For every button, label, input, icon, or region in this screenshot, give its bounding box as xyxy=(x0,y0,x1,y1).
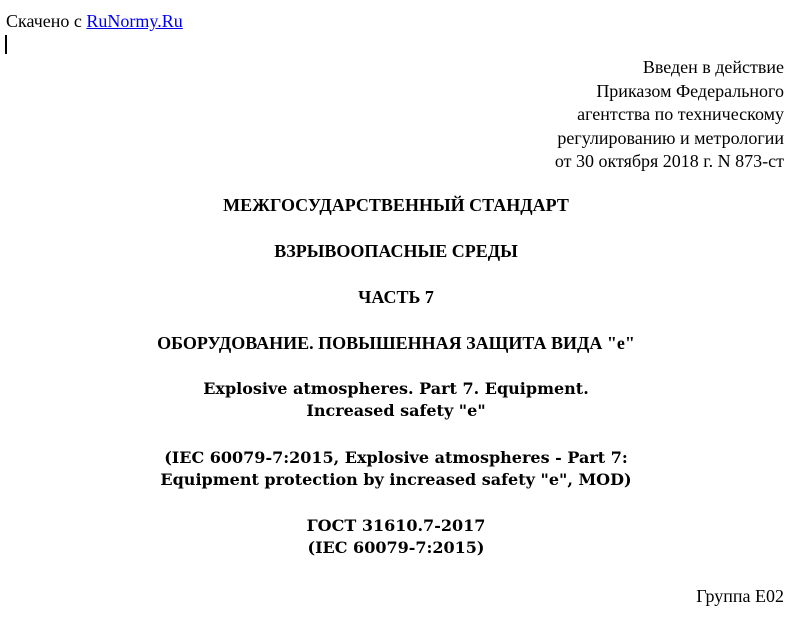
source-link[interactable]: RuNormy.Ru xyxy=(86,11,183,31)
english-title-line: Increased safety "e" xyxy=(306,401,486,420)
enactment-line: от 30 октября 2018 г. N 873-ст xyxy=(554,151,784,171)
gost-designation: ГОСТ 31610.7-2017 xyxy=(306,516,486,535)
designation xyxy=(0,515,792,559)
part-heading: ЧАСТЬ 7 xyxy=(358,287,434,307)
enactment-line: Введен в действие xyxy=(642,57,784,77)
source-line xyxy=(6,10,183,32)
standard-name-heading: ВЗРЫВООПАСНЫЕ СРЕДЫ xyxy=(274,241,518,261)
subtitle-heading: ОБОРУДОВАНИЕ. ПОВЫШЕННАЯ ЗАЩИТА ВИДА "е" xyxy=(157,333,635,353)
iec-reference xyxy=(0,447,792,491)
enactment-line: регулированию и метрологии xyxy=(557,127,784,148)
english-title-line: Explosive atmospheres. Part 7. Equipment. xyxy=(203,379,589,398)
group-code: Группа Е02 xyxy=(696,586,784,606)
iec-reference-line: Equipment protection by increased safety "e", MOD) xyxy=(160,470,632,489)
iec-reference-line: (IEC 60079-7:2015, Explosive atmospheres - Part 7: xyxy=(164,448,628,467)
text-cursor xyxy=(5,35,7,54)
enactment-line: Приказом Федерального xyxy=(596,80,784,101)
iec-designation: (IEC 60079-7:2015) xyxy=(307,538,485,557)
enactment-line: агентства по техническому xyxy=(577,104,784,124)
standard-type-heading: МЕЖГОСУДАРСТВЕННЫЙ СТАНДАРТ xyxy=(223,195,569,215)
english-title xyxy=(0,378,792,422)
source-prefix: Скачено с xyxy=(6,11,87,31)
enactment-block xyxy=(555,56,784,174)
